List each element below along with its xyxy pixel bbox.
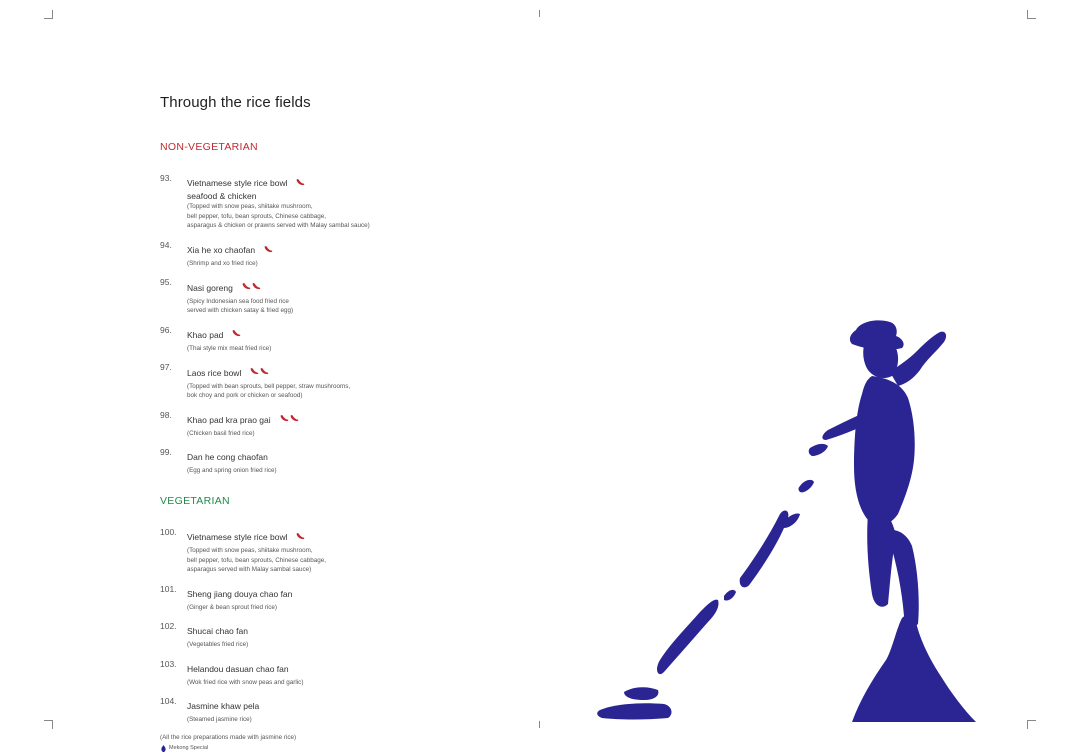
chili-icon (242, 282, 251, 290)
rice-menu (160, 94, 460, 752)
menu-item (160, 173, 460, 231)
crop-mark-top-right (1027, 10, 1036, 19)
menu-item-number: 98. (160, 409, 172, 420)
menu-item (160, 527, 460, 575)
menu-item-description: (Egg and spring onion fried rice) (187, 467, 277, 475)
menu-item-name: Khao pad (187, 329, 224, 340)
section-heading-non-vegetarian: NON-VEGETARIAN (160, 141, 258, 153)
menu-item-name: Vietnamese style rice bowl (187, 178, 288, 189)
spice-level (296, 527, 306, 545)
menu-item (160, 584, 460, 613)
menu-item-name: Khao pad kra prao gai (187, 414, 271, 425)
menu-item-name: Nasi goreng (187, 282, 233, 293)
mekong-special-label: Mekong Special (169, 745, 209, 752)
menu-item-description: (Thai style mix meat fried rice) (187, 344, 272, 352)
menu-item-number: 99. (160, 447, 172, 458)
spice-level (250, 362, 270, 380)
menu-item-number: 96. (160, 324, 172, 335)
mekong-special-icon (160, 745, 167, 752)
menu-item-name: Helandou dasuan chao fan (187, 663, 289, 674)
chili-icon (296, 178, 305, 186)
menu-item (160, 325, 460, 354)
menu-item-description: (Topped with snow peas, shiitake mushroom, bell pepper, tofu, bean sprouts, Chinese cabbage, asparagus & chicken or prawns served with Malay sambal sauce) (187, 203, 370, 230)
menu-item-name: Sheng jiang douya chao fan (187, 588, 293, 599)
spice-level (264, 240, 274, 258)
menu-item (160, 696, 460, 725)
rice-field-figure-illustration (590, 300, 990, 722)
menu-item (160, 621, 460, 650)
menu-item-description: (Shrimp and xo fried rice) (187, 259, 258, 267)
chili-icon (232, 329, 241, 337)
menu-item-number: 101. (160, 583, 177, 594)
menu-item (160, 410, 460, 439)
crop-mark-top-left (44, 10, 53, 19)
footnote: (All the rice preparations made with jasmine rice) (160, 733, 297, 741)
menu-item-description: (Topped with bean sprouts, bell pepper, straw mushrooms, bok choy and pork or chicken or seafood) (187, 382, 351, 400)
menu-item (160, 659, 460, 688)
chili-icon (264, 245, 273, 253)
crop-mark-top-middle (539, 10, 540, 17)
menu-item-number: 100. (160, 526, 177, 537)
non-vegetarian-list (160, 173, 460, 476)
menu-item-number: 102. (160, 621, 177, 632)
mekong-special-legend (160, 745, 460, 752)
menu-item-description: (Wok fried rice with snow peas and garlic) (187, 678, 304, 686)
chili-icon (290, 414, 299, 422)
menu-item-description: (Spicy Indonesian sea food fried rice served with chicken satay & fried egg) (187, 297, 294, 315)
menu-item-description: (Topped with snow peas, shiitake mushroom, bell pepper, tofu, bean sprouts, Chinese cabbage, asparagus served with Malay sambal sauce) (187, 547, 326, 574)
menu-item-number: 93. (160, 173, 172, 183)
chili-icon (296, 532, 305, 540)
chili-icon (250, 367, 259, 375)
menu-item (160, 240, 460, 269)
menu-item-number: 95. (160, 277, 172, 288)
spice-level (296, 173, 306, 191)
chili-icon (280, 414, 289, 422)
section-heading-vegetarian: VEGETARIAN (160, 494, 230, 507)
menu-item-description: (Ginger & bean sprout fried rice) (187, 603, 277, 611)
menu-item-name: Vietnamese style rice bowl (187, 532, 288, 543)
menu-item-subtitle: seafood & chicken (187, 191, 257, 202)
menu-item-name: Shucai chao fan (187, 626, 248, 637)
menu-item-number: 97. (160, 362, 172, 373)
menu-item (160, 447, 460, 476)
spice-level (242, 277, 262, 295)
menu-item-name: Xia he xo chaofan (187, 244, 256, 255)
menu-item (160, 362, 460, 400)
menu-item-name: Dan he cong chaofan (187, 452, 268, 463)
menu-item-number: 103. (160, 658, 177, 669)
chili-icon (252, 282, 261, 290)
menu-item-name: Jasmine khaw pela (187, 701, 260, 712)
spice-level (280, 410, 300, 428)
crop-mark-bottom-right (1027, 720, 1036, 729)
menu-item-number: 94. (160, 239, 172, 250)
menu-item (160, 277, 460, 315)
menu-item-description: (Chicken basil fried rice) (187, 429, 255, 437)
crop-mark-bottom-middle (539, 721, 540, 728)
vegetarian-list (160, 527, 460, 725)
menu-item-number: 104. (160, 696, 177, 707)
crop-mark-bottom-left (44, 720, 53, 729)
page-title: Through the rice fields (160, 94, 311, 111)
spice-level (232, 325, 242, 343)
menu-item-description: (Steamed jasmine rice) (187, 716, 252, 724)
chili-icon (260, 367, 269, 375)
menu-item-name: Laos rice bowl (187, 367, 242, 378)
menu-item-description: (Vegetables fried rice) (187, 641, 249, 649)
